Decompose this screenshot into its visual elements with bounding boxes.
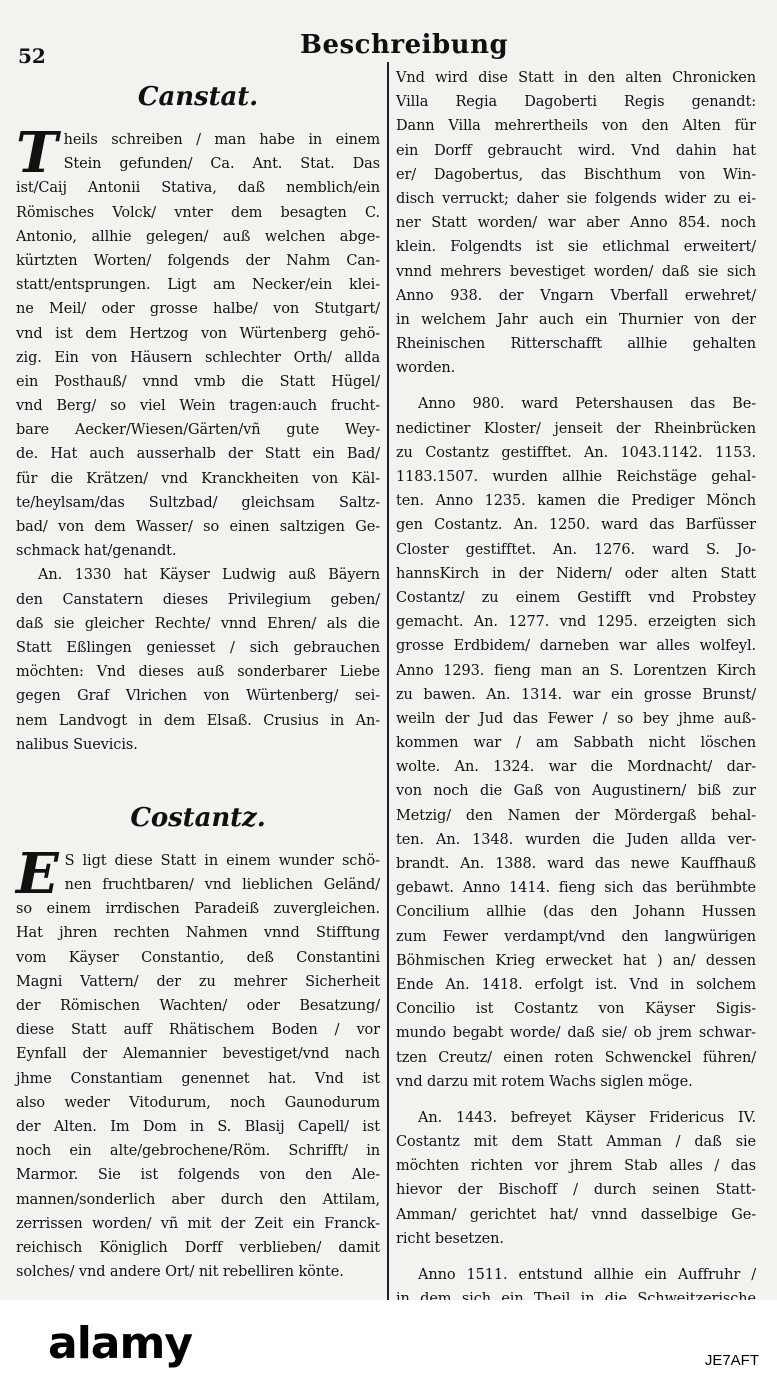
paragraph-chronology [396,392,756,1093]
text-line: vom Käyser Constantio, deß Constantini [16,949,380,966]
text-line: vnd ist dem Hertzog von Würtenberg gehö- [16,325,380,342]
text-line: An. 1443. befreyet Käyser Fridericus IV. [418,1109,756,1126]
column-divider [387,62,389,1300]
running-head: Beschreibung [300,30,509,60]
page-number: 52 [18,44,46,68]
text-line: ten. An. 1348. wurden die Juden allda ver- [396,831,756,848]
text-line: für die Krätzen/ vnd Kranckheiten von Käl- [16,470,380,487]
text-line: Stein gefunden/ Ca. Ant. Stat. Das [63,156,380,173]
text-line: der Alten. Im Dom in S. Blasij Capell/ ist [16,1118,380,1135]
text-line: richt besetzen. [396,1230,504,1247]
text-line: mundo begabt worde/ daß sie/ ob jrem schwar- [396,1025,756,1042]
text-line: Amman/ gerichtet hat/ vnnd dasselbige Ge- [396,1206,756,1223]
text-line: hannsKirch in der Nidern/ oder alten Statt [396,565,756,582]
text-line: kommen war / am Sabbath nicht löschen [396,735,756,752]
text-line: Concilio ist Costantz von Käyser Sigis- [396,1001,756,1018]
text-line: statt/entsprungen. Ligt am Necker/ein klei- [16,277,380,294]
text-line: Concilium allhie (das den Johann Hussen [396,904,756,921]
text-line: Dann Villa mehrertheils von den Alten für [396,118,756,135]
text-line: so einem irrdischen Paradeiß zuvergleichen. [16,901,380,918]
text-line: Hat jhren rechten Nahmen vnnd Stifftung [16,925,380,942]
text-line: daß sie gleicher Rechte/ vnnd Ehren/ als die [16,615,380,632]
section-heading-costantz: Costantz. [130,802,266,833]
text-line: Vnd wird dise Statt in den alten Chronicken [396,70,756,86]
watermark-footer [0,1300,777,1390]
text-line: S ligt diese Statt in einem wunder schö- [64,852,380,869]
drop-cap: E [16,840,59,907]
text-line: Eynfall der Alemannier bevestiget/vnd nach [16,1046,380,1063]
text-line: solches/ vnd andere Ort/ nit rebelliren könte. [16,1264,344,1281]
text-line: Costantz/ zu einem Gestifft vnd Probstey [396,589,756,606]
text-line: de. Hat auch ausserhalb der Statt ein Bad/ [16,446,380,463]
text-line: nalibus Suevicis. [16,736,138,753]
paragraph-friedrich [396,1106,756,1251]
text-line: Statt Eßlingen geniesset / sich gebrauchen [16,639,380,656]
text-line: te/heylsam/das Sultzbad/ gleichsam Saltz- [16,494,380,511]
text-line: nem Landvogt in dem Elsaß. Crusius in An- [16,712,380,729]
text-line: Ende An. 1418. erfolgt ist. Vnd in solchem [396,976,756,993]
left-column [16,66,380,1284]
text-line: von noch die Gaß von Augustinern/ biß zur [396,783,756,800]
canstat-paragraph-1 [16,120,380,563]
text-line: bare Aecker/Wiesen/Gärten/vñ gute Wey- [16,422,380,439]
text-line: zu Costantz gestifftet. An. 1043.1142. 1153. [396,444,756,461]
canstat-paragraph-2 [16,563,380,757]
text-line: Closter gestifftet. An. 1276. ward S. Jo- [396,541,756,558]
text-line: Anno 938. der Vngarn Vberfall erwehret/ [396,287,756,304]
text-line: Antonio, allhie gelegen/ auß welchen abge- [16,228,380,245]
costantz-lines [16,840,380,1284]
text-line: jhme Constantiam genennet hat. Vnd ist [16,1070,380,1087]
text-line: zig. Ein von Häusern schlechter Orth/ allda [16,349,380,366]
text-line: worden. [396,360,456,377]
text-line: hievor der Bischoff / durch seinen Statt- [396,1182,756,1199]
drop-cap: T [16,120,58,186]
text-line: Böhmischen Krieg erwecket hat ) an/ dessen [396,952,756,969]
text-line: ten. Anno 1235. kamen die Prediger Mönch [396,493,756,510]
right-column [396,66,756,1336]
text-line: zerrissen worden/ vñ mit der Zeit ein Franck- [16,1215,380,1232]
text-line: den Canstatern dieses Privilegium geben/ [16,591,380,608]
text-line: 1183.1507. wurden allhie Reichstäge gehal- [396,469,756,485]
text-line: ist/Caij Antonii Stativa, daß nemblich/ein [16,180,380,197]
text-line: reichisch Königlich Dorff verblieben/ damit [16,1239,380,1256]
text-line: möchten richten vor jhrem Stab alles / das [396,1158,756,1175]
text-line: ne Meil/ oder grosse halbe/ von Stutgart/ [16,301,380,318]
text-line: Anno 980. ward Petershausen das Be- [418,396,756,413]
text-line: Metzig/ den Namen der Mördergaß behal- [396,807,756,824]
paragraph-villa-regia [396,66,756,380]
text-line: vnd Berg/ so viel Wein tragen:auch frucht- [16,398,380,415]
costantz-paragraph-1 [16,840,380,1284]
canstat-lines [16,120,380,563]
text-line: noch ein alte/gebrochene/Röm. Schrifft/ in [16,1143,380,1160]
text-line: nen fruchtbaren/ vnd lieblichen Geländ/ [64,877,380,894]
text-line: gegen Graf Vlrichen von Würtenberg/ sei- [16,688,380,705]
alamy-logo: alamy [48,1318,192,1369]
text-line: er/ Dagobertus, das Bischthum von Win- [396,166,756,183]
text-line: tzen Creutz/ einen roten Schwenckel führen/ [396,1049,756,1066]
text-line: ein Posthauß/ vnnd vmb die Statt Hügel/ [16,373,380,390]
text-line: zum Fewer verdampt/vnd den langwürigen [396,928,756,945]
text-line: An. 1330 hat Käyser Ludwig auß Bäyern [38,567,380,584]
text-line: Villa Regia Dagoberti Regis genandt: [396,94,756,111]
text-line: vnnd mehrers bevestiget worden/ daß sie sich [396,263,756,280]
text-line: gen Costantz. An. 1250. ward das Barfüsser [396,517,756,534]
text-line: bad/ von dem Wasser/ so einen saltzigen Ge- [16,519,380,535]
text-line: wolte. An. 1324. war die Mordnacht/ dar- [396,759,756,776]
text-line: Rheinischen Ritterschafft allhie gehalten [396,336,756,353]
text-line: ner Statt worden/ war aber Anno 854. noch [396,215,756,232]
text-line: Marmor. Sie ist folgends von den Ale- [16,1167,380,1184]
text-line: kürtzten Worten/ folgends der Nahm Can- [16,252,380,269]
text-line: nedictiner Kloster/ jenseit der Rheinbrücken [396,420,756,437]
text-line: diese Statt auff Rhätischem Boden / vor [16,1022,380,1039]
text-line: also weder Vitodurum, noch Gaunodurum [16,1094,380,1111]
text-line: Costantz mit dem Statt Amman / daß sie [396,1134,756,1151]
text-line: weiln der Jud das Fewer / so bey jhme auß- [396,710,756,727]
text-line: mannen/sonderlich aber durch den Attilam, [16,1191,380,1208]
text-line: heils schreiben / man habe in einem [63,132,380,148]
text-line: gebawt. Anno 1414. fieng sich das berühmbte [396,880,756,897]
text-line: Römisches Volck/ vnter dem besagten C. [16,204,380,221]
text-line: zu bawen. An. 1314. war ein grosse Brunst/ [396,686,756,703]
text-line: Anno 1511. entstund allhie ein Auffruhr / [418,1267,756,1283]
section-heading-canstat: Canstat. [137,82,259,112]
text-line: Anno 1293. fieng man an S. Lorentzen Kirch [396,662,756,679]
text-line: der Römischen Wachten/ oder Besatzung/ [16,998,380,1014]
text-line: gemacht. An. 1277. vnd 1295. erzeigten sich [396,614,756,631]
text-line: vnd darzu mit rotem Wachs siglen möge. [396,1073,693,1090]
text-line: schmack hat/genandt. [16,543,177,560]
text-line: in welchem Jahr auch ein Thurnier von der [396,311,756,328]
text-line: möchten: Vnd dieses auß sonderbarer Liebe [16,664,380,681]
text-line: ein Dorff gebraucht wird. Vnd dahin hat [396,142,756,159]
text-line: brandt. An. 1388. ward das newe Kauffhauß [396,856,756,872]
text-line: disch verruckt; daher sie folgends wider zu ei- [396,190,756,207]
image-code: JE7AFT [704,1352,759,1369]
text-line: grosse Erdbidem/ darneben war alles wolfeyl. [396,638,756,655]
text-line: klein. Folgendts ist sie etlichmal erweitert/ [396,239,756,256]
text-line: Magni Vattern/ der zu mehrer Sicherheit [16,973,380,990]
